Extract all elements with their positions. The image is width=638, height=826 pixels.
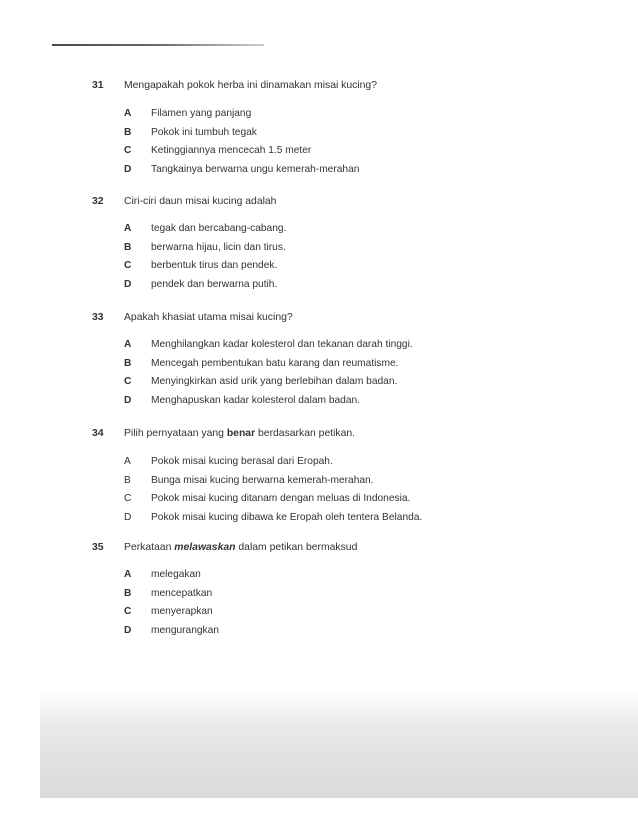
scan-shadow (40, 688, 638, 798)
option-b[interactable]: B Mencegah pembentukan batu karang dan reumatisme. (124, 357, 399, 369)
option-a[interactable]: A Pokok misai kucing berasal dari Eropah. (124, 456, 333, 467)
option-c[interactable]: C berbentuk tirus dan pendek. (124, 260, 278, 271)
option-c[interactable]: C Ketinggiannya mencecah 1.5 meter (124, 145, 312, 156)
option-b[interactable]: B mencepatkan (124, 587, 213, 599)
option-list (92, 223, 612, 297)
question-32 (92, 196, 612, 297)
question-number: 34 (92, 428, 104, 439)
question-number: 32 (92, 196, 104, 207)
option-list (92, 108, 612, 182)
option-a[interactable]: A Filamen yang panjang (124, 108, 252, 119)
question-number: 35 (92, 542, 104, 553)
option-d[interactable]: D Menghapuskan kadar kolesterol dalam badan. (124, 394, 360, 406)
option-a[interactable]: A melegakan (124, 569, 201, 580)
question-35 (92, 542, 612, 643)
option-b[interactable]: B Bunga misai kucing berwarna kemerah-merahan. (124, 474, 374, 486)
option-list (92, 456, 612, 530)
question-31 (92, 80, 612, 182)
question-text: Perkataan melawaskan dalam petikan bermaksud (124, 542, 358, 553)
option-list (92, 339, 612, 413)
option-c[interactable]: C Menyingkirkan asid urik yang berlebihan dalam badan. (124, 376, 398, 387)
question-text: Apakah khasiat utama misai kucing? (124, 312, 293, 323)
question-34 (92, 428, 612, 530)
question-number: 31 (92, 80, 104, 91)
option-c[interactable]: C menyerapkan (124, 606, 213, 617)
emphasis-word: benar (226, 428, 256, 439)
option-d[interactable]: D Tangkainya berwarna ungu kemerah-merahan (124, 163, 360, 175)
option-b[interactable]: B Pokok ini tumbuh tegak (124, 126, 257, 138)
option-a[interactable]: A tegak dan bercabang-cabang. (124, 223, 287, 234)
option-list (92, 569, 612, 643)
option-d[interactable]: D pendek dan berwarna putih. (124, 278, 278, 290)
option-b[interactable]: B berwarna hijau, licin dan tirus. (124, 241, 286, 253)
question-text: Ciri-ciri daun misai kucing adalah (124, 196, 277, 207)
option-c[interactable]: C Pokok misai kucing ditanam dengan meluas di Indonesia. (124, 493, 411, 504)
option-d[interactable]: D mengurangkan (124, 624, 219, 636)
option-a[interactable]: A Menghilangkan kadar kolesterol dan tekanan darah tinggi. (124, 339, 413, 350)
question-33 (92, 312, 612, 413)
option-d[interactable]: D Pokok misai kucing dibawa ke Eropah oleh tentera Belanda. (124, 511, 423, 523)
question-number: 33 (92, 312, 104, 323)
header-rule (52, 44, 264, 46)
question-text: Pilih pernyataan yang benar berdasarkan petikan. (124, 428, 356, 439)
emphasis-word: melawaskan (174, 542, 236, 553)
question-text: Mengapakah pokok herba ini dinamakan misai kucing? (124, 80, 377, 91)
